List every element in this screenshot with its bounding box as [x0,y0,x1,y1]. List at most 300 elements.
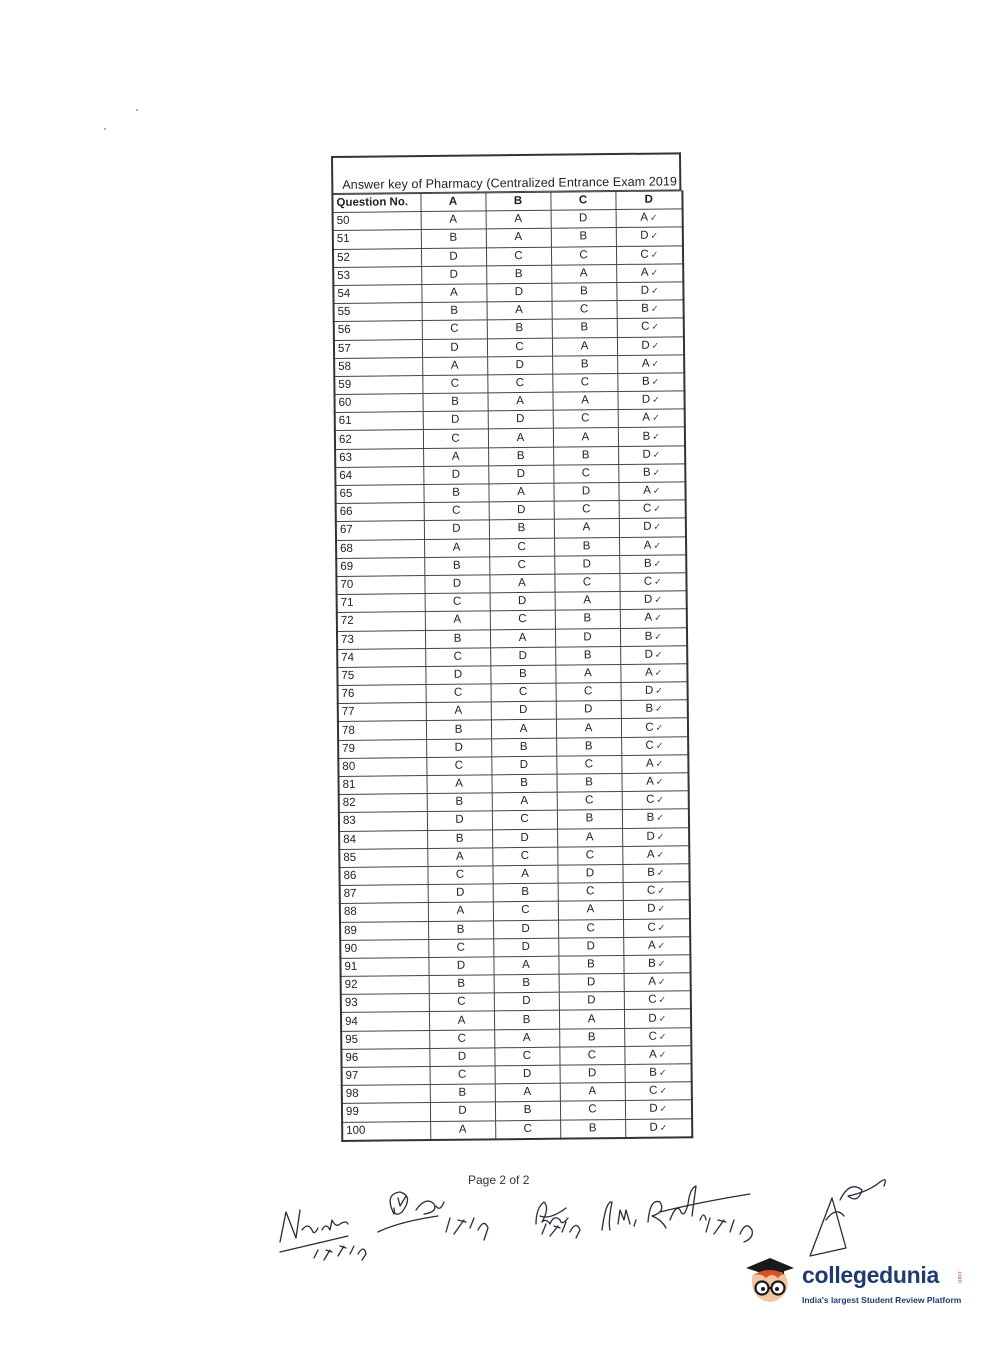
option-d-value: D [647,903,656,916]
option-b-cell: D [493,938,558,957]
option-d-cell [619,555,686,574]
option-c-cell: C [556,683,621,702]
option-d-cell [618,409,685,428]
option-a-cell: C [429,993,494,1012]
option-b-cell: D [489,501,554,520]
option-d-value: D [641,339,650,352]
check-mark-icon: ✓ [651,285,659,296]
option-a-cell: A [421,284,486,303]
option-b-cell: B [489,520,554,539]
option-a-cell: D [428,884,493,903]
check-mark-icon: ✓ [651,321,660,333]
option-d-cell [624,991,691,1010]
option-b-cell: C [487,374,552,393]
check-mark-icon: ✓ [655,776,664,787]
option-a-cell: A [425,611,490,630]
option-a-cell: B [422,393,487,412]
option-d-value: A [642,412,651,425]
option-a-cell: B [427,829,492,848]
option-d-value: C [649,1084,658,1098]
question-number-cell: 88 [340,903,428,922]
option-b-cell: C [492,811,557,830]
option-b-cell: A [486,210,551,229]
option-c-cell: B [557,810,622,829]
table-row [342,1118,692,1140]
option-b-cell: C [492,847,557,866]
option-d-cell [621,773,688,792]
option-d-value: D [640,230,649,243]
option-a-cell: A [430,1120,495,1139]
option-b-cell: D [494,992,559,1011]
option-a-cell: C [427,866,492,885]
option-a-cell: D [430,1102,495,1121]
option-b-cell: A [495,1083,560,1102]
check-mark-icon: ✓ [656,867,665,878]
check-mark-icon: ✓ [658,1067,667,1078]
option-b-cell: A [486,229,551,248]
option-d-value: D [649,1103,658,1116]
option-d-value: D [649,1121,658,1134]
option-b-cell: C [489,556,554,575]
option-a-cell: A [422,357,487,376]
option-d-value: B [648,957,656,970]
option-d-value: D [641,393,651,406]
signature-rai [378,1192,488,1240]
option-c-cell: D [551,210,616,229]
option-d-value: A [643,484,651,497]
question-number-cell: 53 [333,266,421,285]
option-d-cell [619,500,686,519]
question-number-cell: 85 [339,848,427,867]
question-number-cell: 60 [334,394,422,413]
option-c-cell: B [556,773,621,792]
option-d-cell [620,627,687,646]
check-mark-icon: ✓ [654,667,663,678]
check-mark-icon: ✓ [655,722,664,733]
check-mark-icon: ✓ [657,903,666,915]
question-number-cell: 71 [337,594,425,613]
check-mark-icon: ✓ [657,958,666,969]
option-d-cell [622,809,689,828]
option-b-cell: B [487,320,552,339]
option-d-cell [617,318,684,337]
option-a-cell: D [423,466,488,485]
check-mark-icon: ✓ [655,685,663,696]
answer-key-sheet [331,152,691,1141]
question-number-cell: 90 [340,939,428,958]
option-d-cell [621,682,688,701]
option-a-cell: B [429,975,494,994]
option-c-cell: C [557,846,622,865]
option-d-cell [616,245,683,264]
question-number-cell: 62 [335,430,423,449]
check-mark-icon: ✓ [656,794,664,805]
question-number-cell: 55 [334,303,422,322]
option-d-value: A [643,539,652,552]
check-mark-icon: ✓ [655,740,664,751]
option-c-cell: C [551,246,616,265]
option-d-cell [616,209,683,228]
option-c-cell: C [558,883,623,902]
column-header-c: C [550,192,615,211]
option-c-cell: C [554,573,619,592]
question-number-cell: 72 [337,612,425,631]
option-d-value: A [646,775,654,788]
signature-date-right [706,1218,752,1242]
option-d-value: A [647,939,656,952]
question-number-cell: 82 [339,794,427,813]
option-d-cell [625,1082,692,1101]
question-number-cell: 95 [341,1030,429,1049]
option-c-cell: B [552,319,617,338]
option-d-value: D [644,684,654,697]
option-b-cell: D [493,920,558,939]
option-d-cell [623,882,690,901]
option-a-cell: A [424,538,489,557]
option-b-cell: C [490,610,555,629]
option-b-cell: A [492,865,557,884]
option-d-value: C [645,739,654,752]
question-number-cell: 54 [333,284,421,303]
option-a-cell: B [428,920,493,939]
option-a-cell: B [425,629,490,648]
option-d-cell [623,918,690,937]
option-d-value: B [647,866,655,879]
option-c-cell: B [554,537,619,556]
option-d-cell [621,718,688,737]
option-c-cell: D [559,974,624,993]
option-d-cell [618,464,685,483]
option-d-cell [616,282,683,301]
option-d-cell [617,336,684,355]
check-mark-icon: ✓ [651,376,660,387]
question-number-cell: 63 [335,448,423,467]
question-number-cell: 67 [336,521,424,540]
option-b-cell: B [491,738,556,757]
option-a-cell: D [424,575,489,594]
option-c-cell: C [553,410,618,429]
option-a-cell: B [427,793,492,812]
option-d-cell [622,846,689,865]
check-mark-icon: ✓ [657,885,665,896]
option-a-cell: C [423,429,488,448]
option-c-cell: A [557,828,622,847]
check-mark-icon: ✓ [655,758,664,769]
column-header-a: A [420,193,485,212]
option-b-cell: A [488,429,553,448]
column-header-question: Question No. [332,194,420,213]
option-d-value: C [642,502,652,516]
option-d-cell [620,645,687,664]
option-c-cell: B [560,1119,625,1138]
question-number-cell: 78 [338,721,426,740]
option-d-value: D [644,648,653,661]
option-d-cell [619,518,686,537]
option-a-cell: D [423,411,488,430]
option-d-value: A [640,211,649,225]
question-number-cell: 100 [342,1121,430,1141]
option-c-cell: C [559,1046,624,1065]
option-d-cell [623,955,690,974]
option-a-cell: C [425,593,490,612]
option-c-cell: D [554,555,619,574]
option-c-cell: B [559,1028,624,1047]
check-mark-icon: ✓ [652,394,660,405]
option-d-cell [620,591,687,610]
option-d-value: C [641,321,650,334]
question-number-cell: 94 [341,1012,429,1031]
option-c-cell: A [554,519,619,538]
check-mark-icon: ✓ [654,649,663,660]
option-c-cell: B [555,610,620,629]
option-a-cell: A [426,702,491,721]
option-d-value: C [648,1030,657,1043]
option-a-cell: C [426,684,491,703]
question-number-cell: 50 [333,212,421,231]
option-b-cell: B [490,665,555,684]
check-mark-icon: ✓ [657,922,666,933]
option-c-cell: D [553,483,618,502]
option-c-cell: A [552,337,617,356]
option-c-cell: D [558,937,623,956]
option-d-value: C [645,721,654,734]
question-number-cell: 98 [342,1085,430,1104]
option-d-cell [617,355,684,374]
option-a-cell: C [422,375,487,394]
brand-tld: .com [956,1270,962,1284]
option-d-cell [618,445,685,464]
question-number-cell: 58 [334,357,422,376]
option-b-cell: A [489,574,554,593]
option-d-cell [621,755,688,774]
check-mark-icon: ✓ [651,358,660,369]
option-d-cell [624,1027,691,1046]
option-b-cell: D [491,756,556,775]
question-number-cell: 99 [342,1103,430,1122]
option-d-cell [620,664,687,683]
answer-key-body [333,209,693,1141]
question-number-cell: 76 [338,685,426,704]
option-d-value: B [645,703,654,716]
option-c-cell: A [555,592,620,611]
option-a-cell: B [424,557,489,576]
option-d-value: D [640,284,650,297]
check-mark-icon: ✓ [658,1013,667,1024]
question-number-cell: 73 [337,630,425,649]
option-b-cell: D [492,829,557,848]
check-mark-icon: ✓ [650,249,659,260]
option-a-cell: A [426,775,491,794]
check-mark-icon: ✓ [652,467,661,478]
option-c-cell: A [558,901,623,920]
option-a-cell: A [427,848,492,867]
option-a-cell: D [426,738,491,757]
option-b-cell: B [495,1102,560,1121]
check-mark-icon: ✓ [656,831,665,842]
question-number-cell: 57 [334,339,422,358]
option-d-value: A [645,757,654,770]
option-d-value: A [640,266,649,279]
option-a-cell: D [424,520,489,539]
option-b-cell: D [490,647,555,666]
check-mark-icon: ✓ [650,267,659,278]
option-d-cell [623,936,690,955]
option-d-value: A [648,975,657,988]
option-d-cell [622,864,689,883]
column-header-d: D [615,191,682,210]
option-c-cell: B [555,646,620,665]
check-mark-icon: ✓ [652,485,661,496]
option-d-cell [617,373,684,392]
option-a-cell: D [421,266,486,285]
check-mark-icon: ✓ [656,849,665,860]
option-c-cell: A [556,719,621,738]
option-d-value: A [641,357,650,370]
check-mark-icon: ✓ [654,612,662,624]
check-mark-icon: ✓ [658,1031,667,1042]
option-a-cell: D [427,811,492,830]
option-c-cell: B [551,282,616,301]
option-d-cell [624,1046,691,1065]
option-b-cell: A [493,956,558,975]
question-number-cell: 80 [338,757,426,776]
option-d-cell [619,536,686,555]
check-mark-icon: ✓ [659,1104,668,1115]
signature-nanda [280,1210,366,1260]
option-a-cell: D [425,666,490,685]
option-d-cell [618,482,685,501]
option-d-value: A [644,612,653,625]
option-b-cell: C [495,1120,560,1139]
option-d-value: B [646,812,655,825]
option-c-cell: C [552,373,617,392]
brand-tagline: India's largest Student Review Platform [802,1295,962,1305]
option-c-cell: C [560,1101,625,1120]
option-c-cell: D [556,701,621,720]
question-number-cell: 84 [339,830,427,849]
option-a-cell: D [421,247,486,266]
option-a-cell: C [426,757,491,776]
option-d-cell [619,573,686,592]
check-mark-icon: ✓ [658,994,667,1005]
option-d-value: B [642,466,651,479]
option-d-value: D [643,593,653,606]
check-mark-icon: ✓ [652,412,660,423]
question-number-cell: 68 [336,539,424,558]
option-d-value: A [649,1048,657,1061]
signature-yogini [810,1180,885,1256]
option-d-value: D [646,830,655,843]
option-b-cell: B [486,265,551,284]
option-b-cell: A [487,392,552,411]
option-b-cell: D [487,356,552,375]
option-c-cell: A [552,392,617,411]
check-mark-icon: ✓ [654,594,662,605]
option-c-cell: A [551,264,616,283]
option-c-cell: A [553,428,618,447]
option-d-value: A [646,848,655,861]
brand-name: collegedunia [802,1262,939,1288]
option-d-value: C [646,884,656,897]
option-b-cell: A [491,720,556,739]
check-mark-icon: ✓ [655,703,663,714]
option-a-cell: C [424,502,489,521]
check-mark-icon: ✓ [653,558,662,569]
check-mark-icon: ✓ [654,631,662,642]
scan-speck [136,109,138,111]
mascot-logo-icon [742,1250,798,1310]
question-number-cell: 61 [335,412,423,431]
question-number-cell: 66 [336,503,424,522]
option-d-cell [620,609,687,628]
question-number-cell: 64 [335,466,423,485]
question-number-cell: 69 [336,557,424,576]
option-b-cell: D [488,465,553,484]
option-a-cell: B [421,229,486,248]
option-b-cell: B [493,883,558,902]
option-a-cell: C [428,939,493,958]
question-number-cell: 59 [334,375,422,394]
option-c-cell: B [558,955,623,974]
scan-speck [104,128,106,130]
option-d-cell [621,736,688,755]
option-a-cell: B [426,720,491,739]
option-b-cell: D [495,1065,560,1084]
option-c-cell: C [552,301,617,320]
option-d-value: B [641,375,650,388]
option-c-cell: C [553,464,618,483]
option-b-cell: D [490,592,555,611]
check-mark-icon: ✓ [652,449,661,460]
option-c-cell: C [558,919,623,938]
question-number-cell: 75 [337,666,425,685]
option-b-cell: A [490,629,555,648]
check-mark-icon: ✓ [653,503,661,514]
option-d-value: C [643,575,653,588]
answer-key-title: Answer key of Pharmacy (Centralized Entrance Exam 2019 [331,152,681,194]
option-d-value: B [649,1066,657,1079]
column-header-b: B [485,192,550,211]
signature-lima-rathi [602,1186,750,1230]
option-c-cell: C [556,755,621,774]
option-a-cell: A [428,902,493,921]
option-b-cell: C [489,538,554,557]
option-d-cell [625,1100,692,1119]
question-number-cell: 96 [341,1048,429,1067]
option-b-cell: A [494,1029,559,1048]
check-mark-icon: ✓ [659,1085,668,1096]
question-number-cell: 56 [334,321,422,340]
option-c-cell: D [555,628,620,647]
option-a-cell: D [429,1048,494,1067]
option-d-value: D [643,521,652,534]
option-d-cell [617,300,684,319]
option-c-cell: A [555,664,620,683]
option-d-cell [616,264,683,283]
option-d-cell [618,427,685,446]
check-mark-icon: ✓ [657,940,666,951]
question-number-cell: 81 [338,776,426,795]
option-d-cell [622,827,689,846]
option-c-cell: B [556,737,621,756]
question-number-cell: 93 [341,994,429,1013]
option-d-value: A [645,666,653,679]
option-c-cell: D [559,992,624,1011]
check-mark-icon: ✓ [653,522,662,533]
option-a-cell: B [422,302,487,321]
check-mark-icon: ✓ [659,1122,668,1133]
question-number-cell: 77 [338,703,426,722]
